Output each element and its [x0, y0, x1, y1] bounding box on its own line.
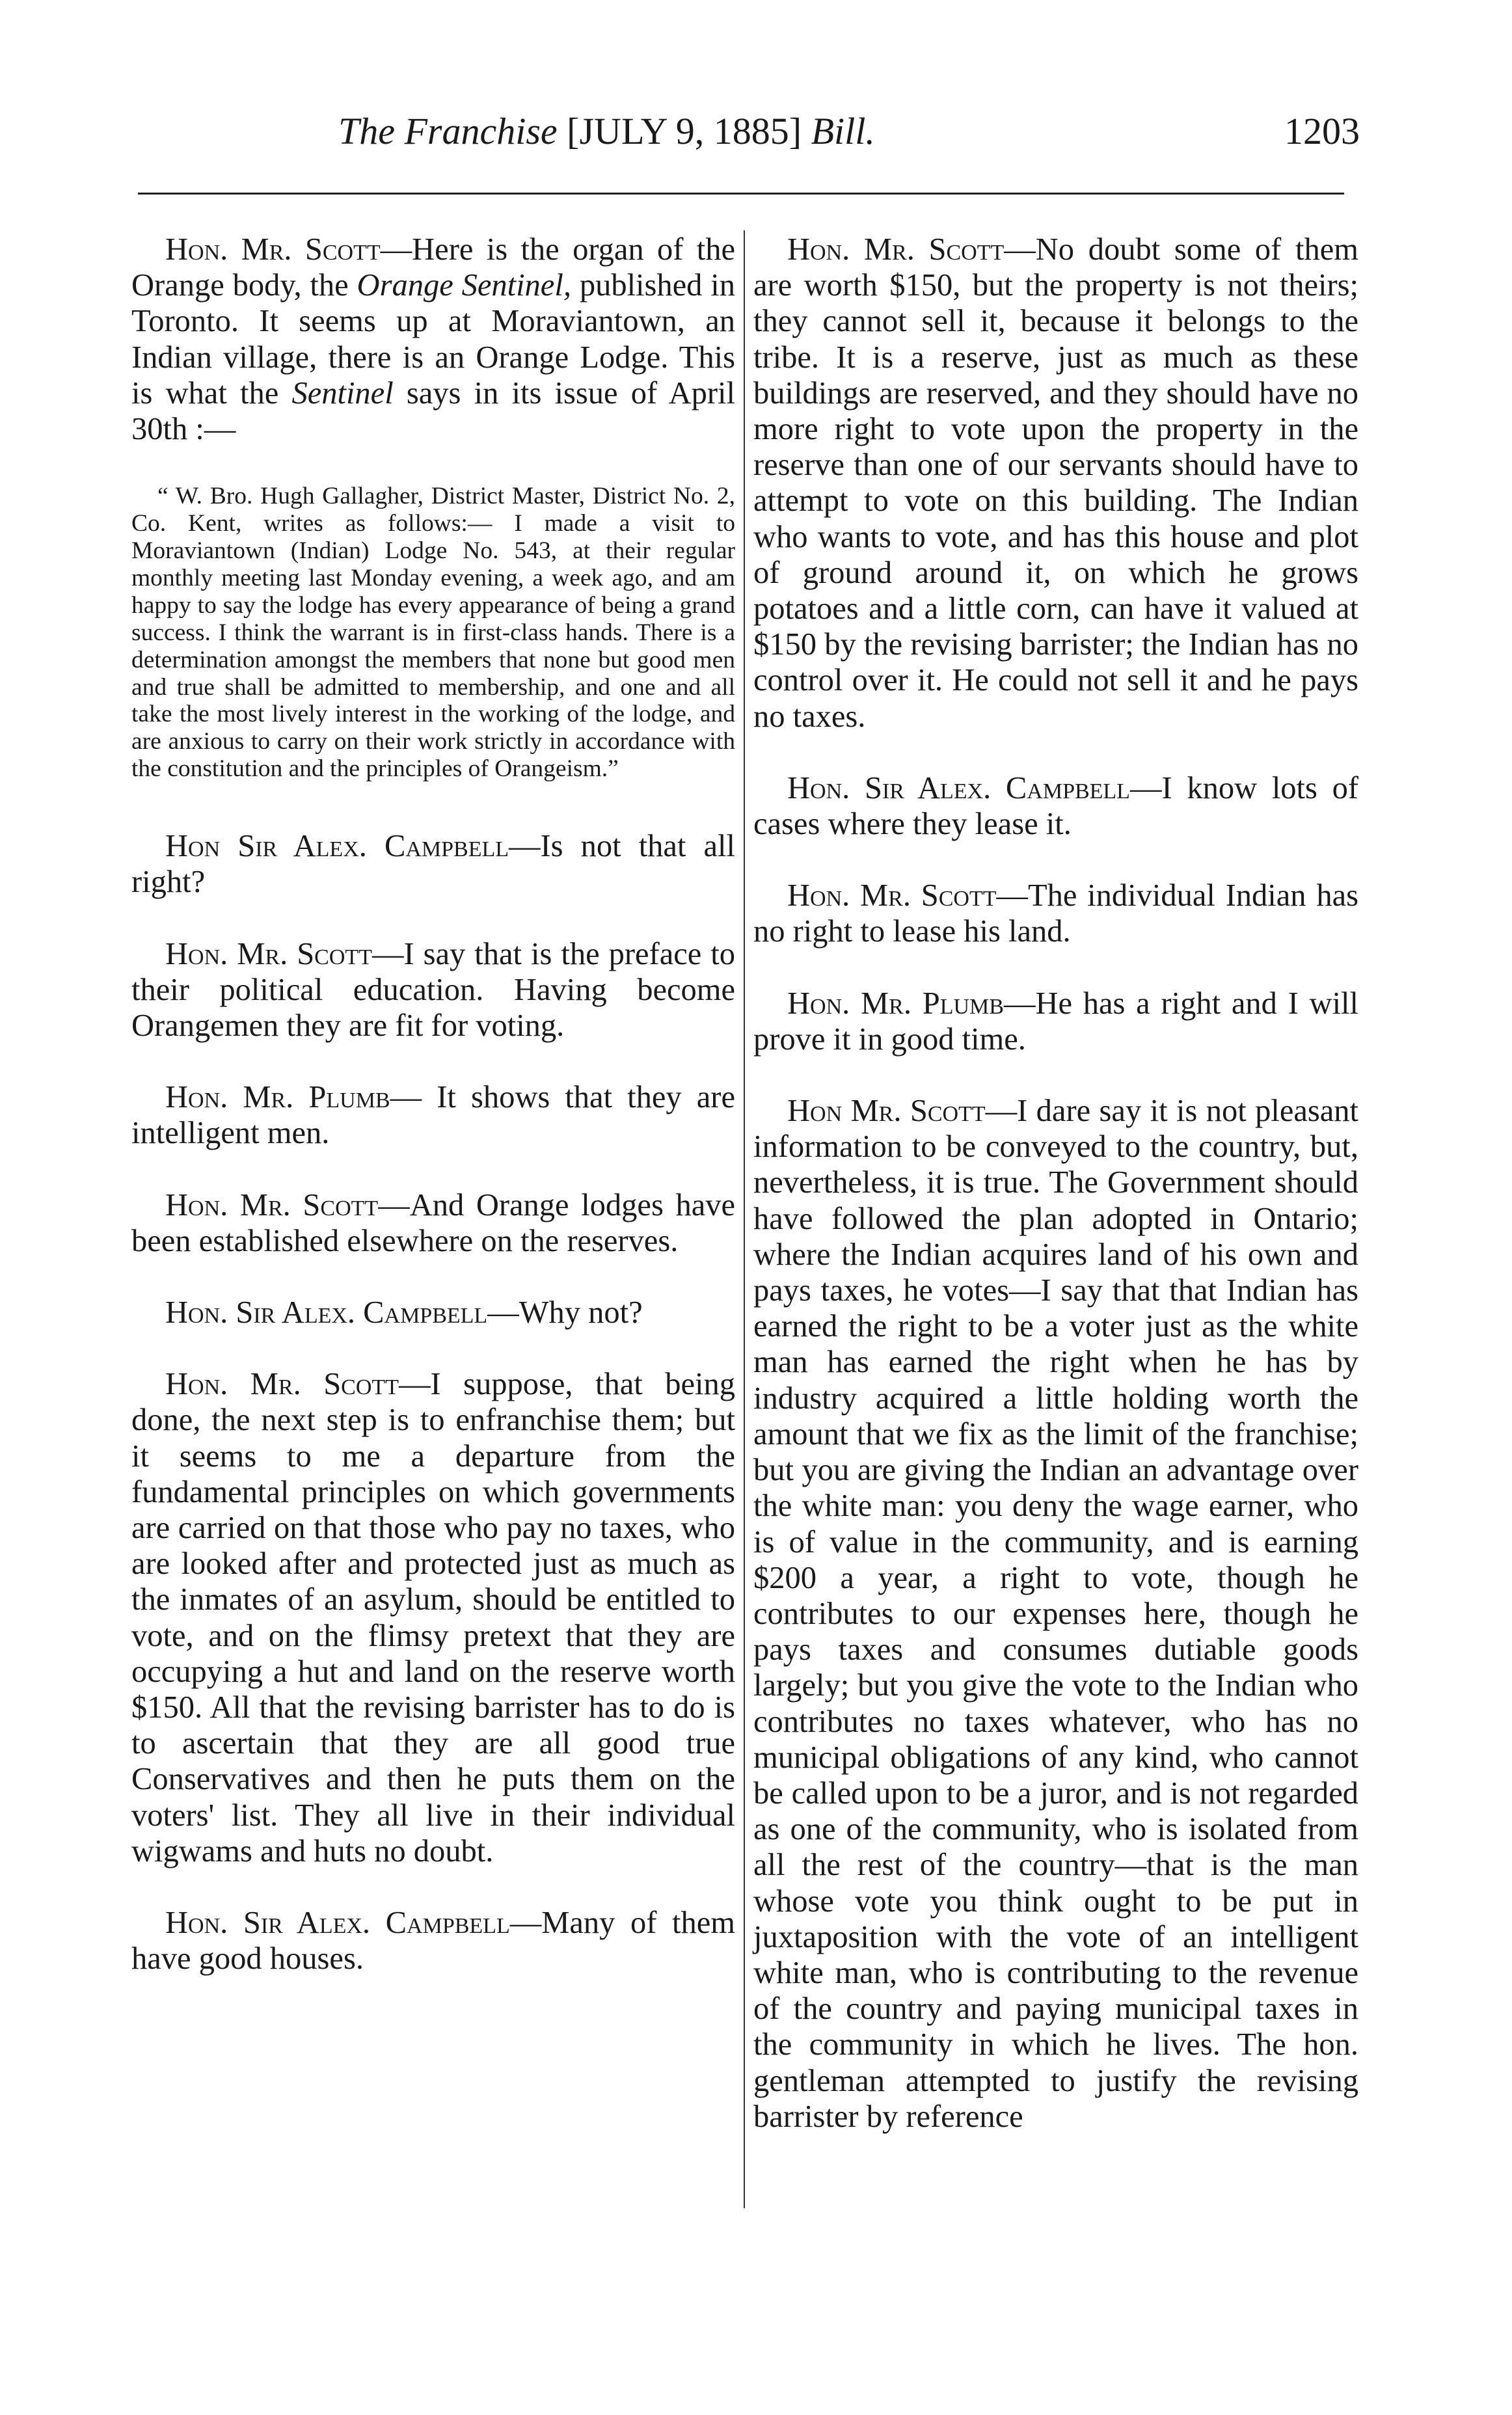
- left-column: [131, 232, 735, 2012]
- speech-text: —No doubt some of them are worth $150, but the property is not theirs; they cannot sell it, because it belongs to the tribe. It is a reserve, just as much as these buildings are reserved, and they should have no more right to vote upon the property in the reserve than one of our servants should have to attempt to vote on this building. The Indian who wants to vote, and has this house and plot of ground around it, on which he grows potatoes and a little corn, can have it valued at $150 by the revising barrister; the Indian has no control over it. He could not sell it and he pays no taxes.: [753, 232, 1358, 734]
- speaker-name: Hon. Mr. Scott: [165, 1367, 399, 1402]
- speech-text: —Why not?: [487, 1295, 643, 1330]
- speaker-name: Hon Mr. Scott: [787, 1094, 986, 1129]
- speech-text: —I dare say it is not pleasant information to be conveyed to the country, but, nevertheless, it is true. The Government should have followed the plan adopted in Ontario; where the Indian acquires land of his own and pays taxes, he votes—I say that that Indian has earned the right to be a voter just as the white man has earned the right when he has by industry acquired a little holding worth the amount that we fix as the limit of the franchise; but you are giving the Indian an advantage over the white man: you deny the wage earner, who is of value in the community, and is earning $200 a year, a right to vote, though he contributes to our expenses here, though he pays taxes and consumes dutiable goods largely; but you give the vote to the Indian who contributes no taxes whatever, who has no municipal obligations of any kind, who cannot be called upon to be a juror, and is not regarded as one of the community, who is isolated from all the rest of the country—that is the man whose vote you think ought to be put in juxtaposition with the vote of an intelligent white man, who is contributing to the revenue of the country and paying municipal taxes in the community in which he lives. The hon. gentleman attempted to justify the revising barrister by reference: [753, 1094, 1358, 2134]
- speaker-name: Hon. Mr. Plumb: [787, 986, 1004, 1021]
- speech-paragraph: [753, 1093, 1358, 2135]
- speech-text: —I suppose, that being done, the next step is to enfranchise them; but it seems to me a departure from the fundamental principles on which governments are carried on that those who pay no taxes, who are looked after and protected just as much as the inmates of an asylum, should be entitled to vote, and on the flimsy pretext that they are occupying a hut and land on the reserve worth $150. All that the revising barrister has to do is to ascertain that they are all good true Conservatives and then he puts them on the voters' list. They all live in their individual wigwams and huts no doubt.: [131, 1367, 736, 1869]
- speech-text: —Many of them have good houses.: [131, 1906, 736, 1977]
- speech-paragraph: [131, 1079, 735, 1151]
- speaker-name: Hon. Mr. Scott: [787, 878, 997, 913]
- speaker-name: Hon. Sir Alex. Campbell: [165, 1906, 510, 1941]
- speech-paragraph: [131, 828, 735, 900]
- speech-text: —I know lots of cases where they lease it.: [753, 770, 1359, 842]
- speech-text: —Here is the organ of the Orange body, the: [131, 232, 735, 303]
- speech-paragraph: [131, 232, 735, 447]
- running-header: [150, 109, 1360, 168]
- speech-text: says in its issue of April 30th :—: [131, 375, 735, 447]
- speech-text: — It shows that they are intelligent men.: [131, 1080, 735, 1151]
- speaker-name: Hon. Sir Alex. Campbell: [787, 770, 1130, 805]
- speech-text: —Is not that all right?: [131, 829, 735, 900]
- header-rule: [138, 193, 1344, 195]
- speaker-name: Hon. Mr. Scott: [165, 936, 372, 971]
- column-divider: [744, 230, 745, 2208]
- right-column: [753, 232, 1358, 2170]
- running-title: [338, 109, 875, 153]
- speech-paragraph: [753, 232, 1358, 735]
- quoted-passage: “ W. Bro. Hugh Gallagher, District Master, District No. 2, Co. Kent, writes as follows:— I made a visit to Moraviantown (Indian) Lodge No. 543, at their regular monthly meeting last Monday evening, a week ago, and am happy to say the lodge has every appearance of being a grand success. I think the warrant is in first-class hands. There is a determination amongst the members that none but good men and true shall be admitted to membership, and one and all take the most lively interest in the working of the lodge, and are anxious to carry on their work strictly in accordance with the constitution and the principles of Orangeism.”: [131, 483, 735, 783]
- page-number: 1203: [1284, 110, 1360, 152]
- title-date: [JULY 9, 1885]: [557, 110, 811, 152]
- speech-italic: Sentinel: [291, 375, 394, 411]
- speaker-name: Hon. Sir Alex. Campbell: [165, 1295, 488, 1330]
- speaker-name: Hon. Mr. Scott: [165, 232, 381, 267]
- title-italic-franchise: The Franchise: [338, 110, 558, 152]
- speaker-name: Hon. Mr. Scott: [165, 1187, 379, 1222]
- speaker-name: Hon Sir Alex. Campbell: [165, 829, 509, 864]
- speech-paragraph: [753, 986, 1358, 1057]
- speech-paragraph: [131, 1366, 735, 1869]
- speaker-name: Hon. Mr. Scott: [787, 232, 1005, 267]
- speech-italic: Orange Sentinel,: [357, 268, 571, 303]
- speech-paragraph: [131, 1187, 735, 1259]
- speech-text: —The individual Indian has no right to lease his land.: [753, 878, 1358, 949]
- speech-text: —I say that is the preface to their political education. Having become Orangemen they are fit for voting.: [131, 936, 735, 1043]
- speech-paragraph: [131, 1295, 735, 1330]
- speech-paragraph: [131, 936, 735, 1044]
- speaker-name: Hon. Mr. Plumb: [165, 1080, 390, 1115]
- title-italic-bill: Bill.: [811, 110, 875, 152]
- speech-text: —And Orange lodges have been established elsewhere on the reserves.: [131, 1187, 735, 1258]
- speech-paragraph: [131, 1905, 735, 1977]
- speech-text: published in Toronto. It seems up at Moraviantown, an Indian village, there is an Orange Lodge. This is what the: [131, 268, 736, 411]
- speech-text: —He has a right and I will prove it in good time.: [753, 986, 1358, 1057]
- speech-paragraph: [753, 878, 1358, 949]
- speech-paragraph: [753, 770, 1358, 842]
